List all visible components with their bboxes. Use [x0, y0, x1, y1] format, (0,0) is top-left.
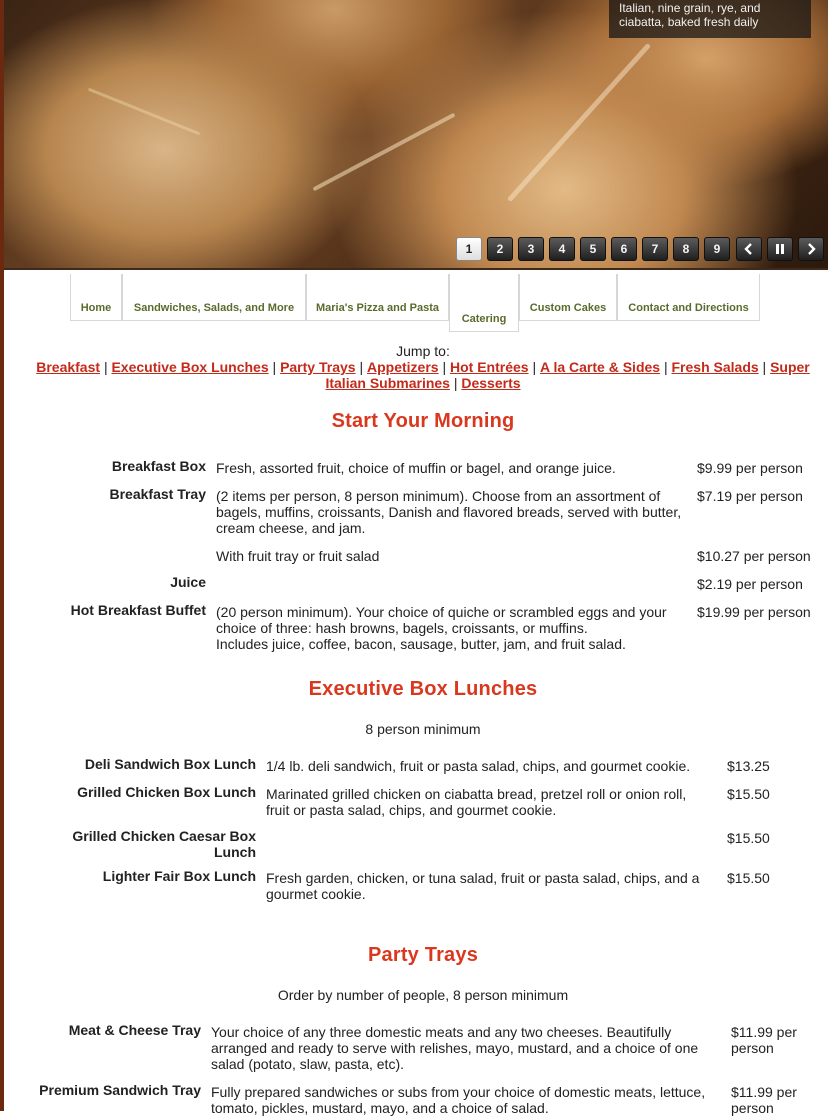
chevron-right-icon [805, 243, 817, 255]
item-price: $15.50 [727, 870, 770, 886]
nav-contact[interactable]: Contact and Directions [617, 274, 760, 321]
breakfast-title: Start Your Morning [331, 410, 515, 432]
slide-page-7[interactable]: 7 [642, 237, 668, 261]
jump-hot-entrees[interactable]: Hot Entrées [449, 359, 529, 375]
nav-home[interactable]: Home [70, 274, 122, 321]
slide-page-5[interactable]: 5 [580, 237, 606, 261]
item-description: Fully prepared sandwiches or subs from your choice of domestic meats, lettuce, tomato, pickles, mustard, mayo, and a choice of salad. [211, 1084, 706, 1116]
bread-detail [88, 88, 200, 136]
slide-page-1[interactable]: 1 [456, 237, 482, 261]
item-price: $11.99 per person [731, 1024, 797, 1056]
jump-fresh-salads[interactable]: Fresh Salads [671, 359, 759, 375]
item-name: Juice [170, 574, 206, 590]
slide-page-4[interactable]: 4 [549, 237, 575, 261]
slide-page-6[interactable]: 6 [611, 237, 637, 261]
slide-caption [609, 0, 811, 38]
box-lunches-subtitle: 8 person minimum [365, 721, 481, 737]
item-description: 1/4 lb. deli sandwich, fruit or pasta salad, chips, and gourmet cookie. [266, 758, 691, 774]
bread-detail [507, 43, 651, 202]
jump-links: Breakfast | Executive Box Lunches | Party Trays | Appetizers | Hot Entrées | A la Carte & Sides | Fresh Salads | Super Italian Submarines | Desserts [36, 359, 810, 391]
item-name: Grilled Chicken Box Lunch [77, 784, 256, 800]
item-price: $7.19 per person [697, 488, 803, 504]
box-lunches-title: Executive Box Lunches [308, 678, 538, 700]
jump-to-label: Jump to: [396, 343, 450, 359]
jump-a-la-carte[interactable]: A la Carte & Sides [539, 359, 661, 375]
nav-pizza-pasta[interactable]: Maria's Pizza and Pasta [306, 274, 449, 321]
item-price: $19.99 per person [697, 604, 811, 620]
item-description: (20 person minimum). Your choice of quiche or scrambled eggs and your choice of three: hash browns, bagels, croissants, or muffins. [216, 604, 667, 636]
item-price: $13.25 [727, 758, 770, 774]
item-description: Fresh garden, chicken, or tuna salad, fruit or pasta salad, chips, and a gourmet cookie. [266, 870, 700, 902]
pause-slideshow-button[interactable] [767, 237, 793, 261]
item-description: Your choice of any three domestic meats and any two cheeses. Beautifully arranged and ready to serve with relishes, mayo, mustard, and a choice of one salad (potato, slaw, pasta, etc). [211, 1024, 699, 1072]
item-name: Grilled Chicken Caesar Box Lunch [72, 828, 256, 860]
jump-desserts[interactable]: Desserts [461, 375, 521, 391]
item-name: Meat & Cheese Tray [68, 1022, 201, 1038]
party-trays-title: Party Trays [367, 944, 479, 966]
party-trays-subtitle: Order by number of people, 8 person minimum [277, 987, 569, 1003]
item-name: Lighter Fair Box Lunch [102, 868, 256, 884]
slide-page-9[interactable]: 9 [704, 237, 730, 261]
item-price: $15.50 [727, 830, 770, 846]
item-name: Breakfast Tray [109, 486, 206, 502]
item-description: (2 items per person, 8 person minimum). Choose from an assortment of bagels, muffins, croissants, Danish and flavored breads, served with butter, cream cheese, and jam. [216, 488, 682, 536]
hero-divider [4, 268, 828, 270]
slide-page-2[interactable]: 2 [487, 237, 513, 261]
item-name: Hot Breakfast Buffet [70, 602, 206, 618]
nav-catering[interactable]: Catering [449, 274, 519, 332]
nav-sandwiches[interactable]: Sandwiches, Salads, and More [122, 274, 306, 321]
item-price: $15.50 [727, 786, 770, 802]
hero-slideshow [4, 0, 828, 268]
pause-icon [774, 243, 786, 255]
item-price: $11.99 per person [731, 1084, 797, 1116]
jump-submarines[interactable]: Super Italian Submarines [325, 359, 810, 391]
jump-box-lunches[interactable]: Executive Box Lunches [111, 359, 269, 375]
item-name: Breakfast Box [111, 458, 206, 474]
item-description-extra: Includes juice, coffee, bacon, sausage, butter, jam, and fruit salad. [216, 636, 626, 652]
slide-page-3[interactable]: 3 [518, 237, 544, 261]
item-name: Deli Sandwich Box Lunch [84, 756, 256, 772]
previous-slide-button[interactable] [736, 237, 762, 261]
item-price: $2.19 per person [697, 576, 803, 592]
item-price: $9.99 per person [697, 460, 803, 476]
item-description: Marinated grilled chicken on ciabatta bread, pretzel roll or onion roll, fruit or pasta salad, chips, and gourmet cookie. [266, 786, 687, 818]
jump-appetizers[interactable]: Appetizers [366, 359, 439, 375]
nav-custom-cakes[interactable]: Custom Cakes [519, 274, 617, 321]
chevron-left-icon [743, 243, 755, 255]
slide-caption-text: Italian, nine grain, rye, and ciabatta, baked fresh daily [619, 1, 761, 29]
jump-party-trays[interactable]: Party Trays [280, 359, 356, 375]
item-price: $10.27 per person [697, 548, 811, 564]
bread-detail [312, 113, 455, 192]
item-name: Premium Sandwich Tray [39, 1082, 201, 1098]
next-slide-button[interactable] [798, 237, 824, 261]
jump-to-section [18, 343, 828, 391]
jump-breakfast[interactable]: Breakfast [36, 359, 101, 375]
item-description: Fresh, assorted fruit, choice of muffin or bagel, and orange juice. [216, 460, 616, 476]
slide-page-8[interactable]: 8 [673, 237, 699, 261]
item-description: With fruit tray or fruit salad [216, 548, 380, 564]
